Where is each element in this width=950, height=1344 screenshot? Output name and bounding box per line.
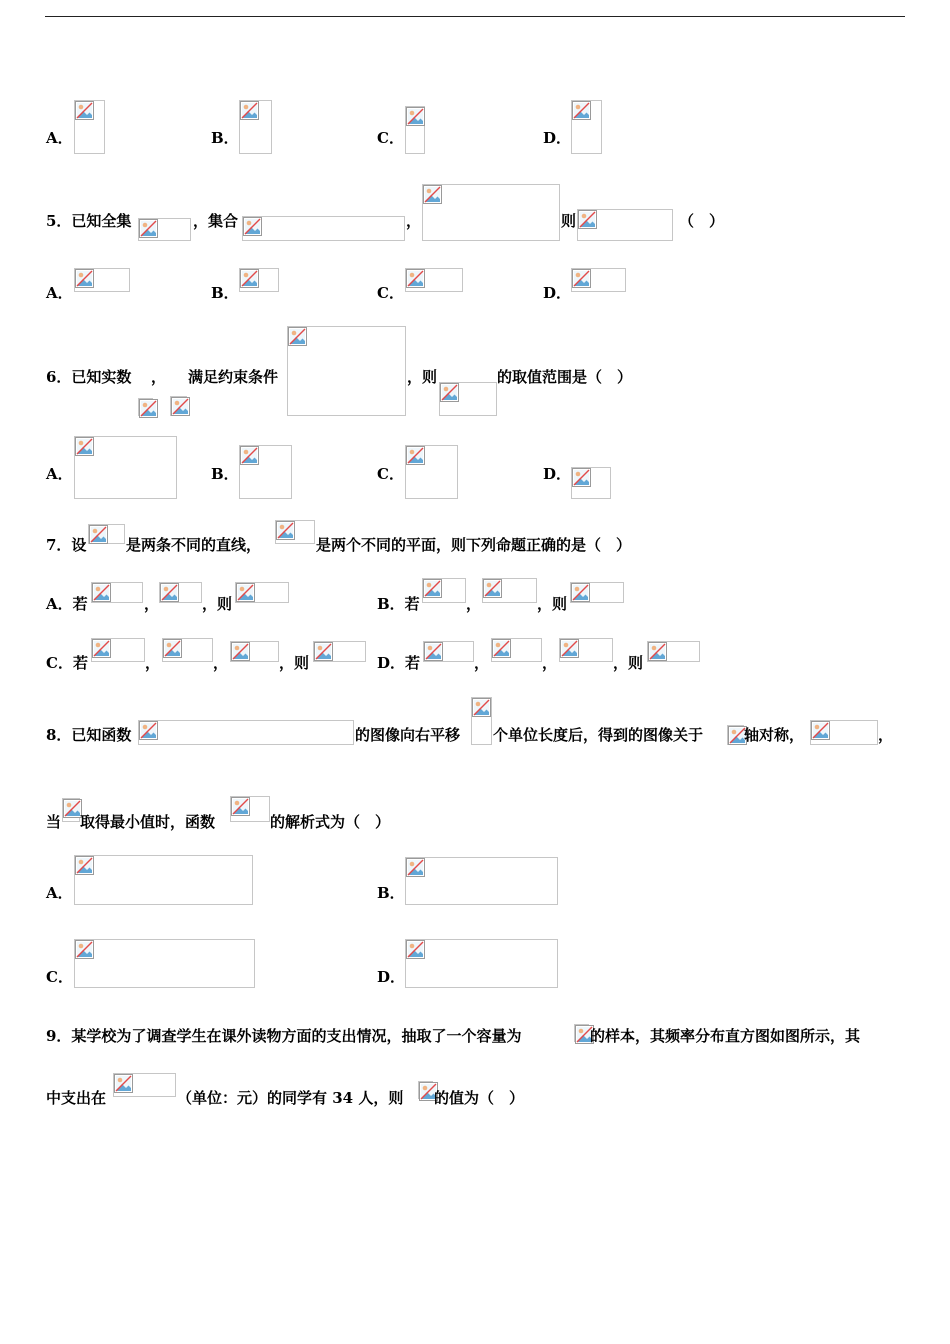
q7-b-then: ，则 [537,595,568,613]
q8-stem-symmetric: 个单位长度后，得到的图像关于 [493,726,704,744]
q7-b-cond2-formula [482,578,537,603]
q9-line2-mid: （单位：元）的同学有 34 人，则 [177,1089,404,1107]
broken-image-icon [240,101,259,120]
q7-d-then: ，则 [613,654,644,672]
broken-image-icon [572,101,591,120]
q6-stem-constraint: 满足约束条件 [188,368,279,386]
broken-image-icon [492,639,511,658]
broken-image-icon [571,583,590,602]
broken-image-icon [231,642,250,661]
broken-image-icon [236,583,255,602]
q5-option-a-formula [74,268,130,292]
q8-option-d-label: D． [377,968,406,986]
q7-d-cond3-formula [559,638,613,662]
q9-line1-start: 9．某学校为了调查学生在课外读物方面的支出情况，抽取了一个容量为 [46,1027,522,1045]
q4-option-a-label: A． [46,129,73,147]
q5-option-b-formula [239,268,279,292]
broken-image-icon [75,269,94,288]
q7-stem-start: 7．设 [46,536,87,554]
q8-option-d-formula [405,939,558,988]
q6-var-x-formula [138,398,153,416]
q7-a-comma: ， [144,595,160,613]
q5-comma: ， [406,212,422,230]
q5-option-a-label: A． [46,284,73,302]
broken-image-icon [92,583,111,602]
broken-image-icon [160,583,179,602]
q6-option-d-label: D． [543,465,572,483]
broken-image-icon [163,639,182,658]
q7-b-comma: ， [466,595,482,613]
q6-option-b-formula [239,445,292,499]
q8-option-b-formula [405,857,558,905]
q5-expression-formula [577,209,673,241]
q9-line2-end: 的值为（ ） [434,1089,525,1107]
q9-sample-size-formula [574,1024,589,1042]
q8-stem-start: 8．已知函数 [46,726,132,744]
broken-image-icon [139,721,158,740]
q7-a-then: ，则 [202,595,233,613]
q7-a-result-formula [235,582,289,603]
q5-option-b-label: B． [211,284,239,302]
q5-then: 则 [561,212,577,230]
q9-n-formula [418,1081,433,1099]
broken-image-icon [560,639,579,658]
q7-stem-end: 是两个不同的平面，则下列命题正确的是（ ） [316,536,632,554]
q7-a-cond1-formula [91,582,143,603]
q8-option-b-label: B． [377,884,405,902]
q8-line2-when: 当 [46,813,62,831]
broken-image-icon [423,579,442,598]
q7-lines-formula [88,524,125,544]
q5-option-c-formula [405,268,463,292]
q4-option-d-formula [571,100,602,154]
broken-image-icon [423,185,442,204]
q7-d-cond2-formula [491,638,542,662]
q8-axis-var-formula [727,725,744,745]
q6-option-d-formula [571,467,611,499]
q7-stem-lines: 是两条不同的直线， [126,536,262,554]
broken-image-icon [406,940,425,959]
q8-phi-formula [62,798,80,822]
broken-image-icon [406,269,425,288]
q7-d-cond1-formula [423,641,474,662]
q7-option-a-label: A．若 [46,595,88,613]
q6-option-a-label: A． [46,465,73,483]
q6-var-y-formula [170,396,187,416]
broken-image-icon [440,383,459,402]
q6-comma: ， [151,368,167,386]
broken-image-icon [483,579,502,598]
q5-option-d-formula [571,268,626,292]
broken-image-icon [648,642,667,661]
q7-c-comma2: ， [213,654,229,672]
broken-image-icon [240,446,259,465]
broken-image-icon [424,642,443,661]
q5-option-c-label: C． [377,284,404,302]
q8-shift-amount-formula [471,697,492,745]
q6-option-c-formula [405,445,458,499]
q6-objective-formula [439,382,497,416]
q7-c-result-formula [313,641,366,662]
q7-d-comma2: ， [542,654,558,672]
q6-option-c-label: C． [377,465,404,483]
q5-stem-start: 5．已知全集 [46,212,132,230]
q7-c-comma1: ， [145,654,161,672]
q8-line2-min: 取得最小值时，函数 [80,813,216,831]
q5-set-a-formula [242,216,405,241]
q6-stem-start: 6．已知实数 [46,368,132,386]
broken-image-icon [92,639,111,658]
q6-option-a-formula [74,436,177,499]
q9-line2-start: 中支出在 [46,1089,107,1107]
broken-image-icon [139,219,158,238]
q8-stem-axis: 轴对称， [744,726,805,744]
broken-image-icon [314,642,333,661]
broken-image-icon [243,217,262,236]
q7-planes-formula [275,520,315,544]
q5-stem-set: ，集合 [193,212,239,230]
q7-c-cond1-formula [91,638,145,662]
q7-d-result-formula [647,641,700,662]
q7-option-b-label: B．若 [377,595,420,613]
q5-universal-set-formula [138,218,191,241]
q5-set-b-formula [422,184,560,241]
broken-image-icon [288,327,307,346]
broken-image-icon [572,468,591,487]
broken-image-icon [406,107,425,126]
q6-stem-end: 的取值范围是（ ） [497,368,633,386]
q9-interval-formula [113,1073,176,1097]
broken-image-icon [89,525,108,544]
broken-image-icon [75,940,94,959]
q7-option-d-label: D．若 [377,654,421,672]
broken-image-icon [406,446,425,465]
broken-image-icon [578,210,597,229]
q6-constraints-formula [287,326,406,416]
q8-comma: ， [878,726,894,744]
q4-option-b-label: B． [211,129,239,147]
broken-image-icon [240,269,259,288]
broken-image-icon [572,269,591,288]
q7-b-result-formula [570,582,624,603]
q7-a-cond2-formula [159,582,202,603]
header-rule [45,16,905,17]
q8-line2-end: 的解析式为（ ） [270,813,391,831]
q5-answer-paren: （ ） [679,212,725,230]
q8-option-c-label: C． [46,968,73,986]
broken-image-icon [139,399,158,418]
broken-image-icon [171,397,190,416]
broken-image-icon [75,437,94,456]
q8-condition-formula [810,720,878,745]
broken-image-icon [231,797,250,816]
q4-option-b-formula [239,100,272,154]
q8-stem-shift: 的图像向右平移 [355,726,461,744]
q7-c-cond2-formula [162,638,213,662]
q6-then: ，则 [407,368,438,386]
q8-option-c-formula [74,939,255,988]
q7-c-then: ，则 [279,654,310,672]
q7-d-comma1: ， [474,654,490,672]
q8-option-a-formula [74,855,253,905]
q4-option-c-label: C． [377,129,404,147]
q8-function-formula [138,720,354,745]
q4-option-a-formula [74,100,105,154]
q4-option-c-formula [405,106,425,154]
q5-option-d-label: D． [543,284,572,302]
q4-option-d-label: D． [543,129,572,147]
broken-image-icon [811,721,830,740]
broken-image-icon [472,698,491,717]
q8-option-a-label: A． [46,884,73,902]
q7-option-c-label: C．若 [46,654,88,672]
broken-image-icon [114,1074,133,1093]
broken-image-icon [75,101,94,120]
q9-line1-end: 的样本，其频率分布直方图如图所示，其 [590,1027,861,1045]
q7-c-cond3-formula [230,641,279,662]
broken-image-icon [406,858,425,877]
broken-image-icon [276,521,295,540]
q6-option-b-label: B． [211,465,239,483]
broken-image-icon [75,856,94,875]
q8-fx-formula [230,796,270,822]
q7-b-cond1-formula [422,578,466,603]
